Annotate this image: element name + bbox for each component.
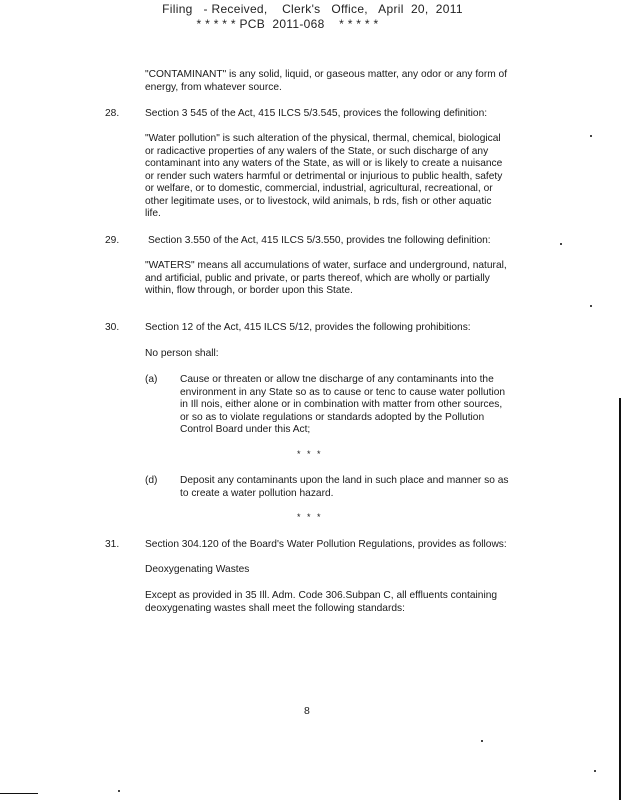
paragraph-28-body-line: or radicactive properties of any walers of the State, or such discharge of any (145, 145, 489, 157)
subitem-a-label: (a) (145, 374, 158, 385)
omission-asterisks: * * * (297, 512, 323, 522)
subitem-a-line: Control Board under this Act; (180, 424, 311, 435)
scan-edge-line (619, 398, 621, 800)
filing-stamp-line2: * * * * * PCB 2011-068 * * * * * (196, 17, 379, 31)
subitem-a-line: Cause or threaten or allow tne discharge of any contaminants into the (180, 374, 494, 385)
subitem-d-line: to create a water pollution hazard. (180, 487, 334, 499)
scan-speck (594, 770, 596, 772)
paragraph-30-lead: No person shall: (145, 348, 219, 359)
scan-speck (590, 305, 592, 307)
contaminant-definition-line1: "CONTAMINANT" is any solid, liquid, or gaseous matter, any odor or any form of (145, 69, 508, 80)
paragraph-31-number: 31. (105, 539, 120, 550)
paragraph-28-body-line: other legitimate uses, or to livestock, wild animals, b rds, fish or other aquatic (145, 195, 492, 207)
page-number: 8 (304, 705, 310, 717)
contaminant-definition-line2: energy, from whatever source. (145, 82, 282, 93)
paragraph-31-body-line: Except as provided in 35 Ill. Adm. Code 306.Subpan C, all effluents containing (145, 590, 498, 601)
scan-speck (560, 243, 562, 245)
paragraph-31-subheading: Deoxygenating Wastes (145, 564, 250, 575)
subitem-d-label: (d) (145, 475, 158, 486)
filing-stamp-line1: Filing - Received, Clerk's Office, April 20, 2011 (162, 2, 463, 16)
scan-edge-line (0, 793, 38, 794)
paragraph-31-body-line: deoxygenating wastes shall meet the following standards: (145, 602, 405, 614)
paragraph-29-heading: Section 3.550 of the Act, 415 ILCS 5/3.550, provides tne following definition: (148, 235, 491, 246)
paragraph-28-body-line: or welfare, or to domestic, commercial, industrial, agricultural, recreational, or (145, 183, 493, 194)
scan-speck (590, 135, 592, 137)
paragraph-29-body-line: and artificial, public and private, or parts thereof, which are wholly or partially (145, 272, 490, 284)
subitem-a-line: in Ill nois, either alone or in combination with matter from other sources, (180, 399, 503, 410)
paragraph-30-heading: Section 12 of the Act, 415 ILCS 5/12, provides the following prohibitions: (145, 322, 471, 333)
paragraph-28-number: 28. (105, 108, 120, 119)
omission-asterisks: * * * (297, 449, 323, 459)
subitem-d-line: Deposit any contaminants upon the land in such place and manner so as (180, 475, 509, 486)
paragraph-28-body-line: or render such waters harmful or detrimental or injurious to public health, safety (145, 170, 503, 182)
paragraph-31-heading: Section 304.120 of the Board's Water Pollution Regulations, provides as follows: (145, 539, 507, 550)
paragraph-28-body-line: "Water pollution" is such alteration of the physical, thermal, chemical, biological (145, 133, 501, 144)
paragraph-28-heading: Section 3 545 of the Act, 415 ILCS 5/3.545, provices the following definition: (145, 108, 488, 119)
paragraph-28-body-line: life. (145, 208, 161, 219)
paragraph-30-number: 30. (105, 322, 120, 333)
paragraph-28-body-line: contaminant into any waters of the State, as will or is likely to create a nuisance (145, 158, 503, 169)
subitem-a-line: environment in any State so as to cause or tenc to cause water pollution (180, 386, 506, 398)
scan-speck (118, 790, 120, 792)
paragraph-29-number: 29. (105, 235, 120, 246)
paragraph-29-body-line: "WATERS" means all accumulations of water, surface and underground, natural, (145, 260, 507, 271)
scan-speck (481, 740, 483, 742)
subitem-a-line: or so as to violate regulations or standards adopted by the Pollution (180, 411, 485, 423)
paragraph-29-body-line: within, flow through, or border upon this State. (145, 285, 353, 296)
